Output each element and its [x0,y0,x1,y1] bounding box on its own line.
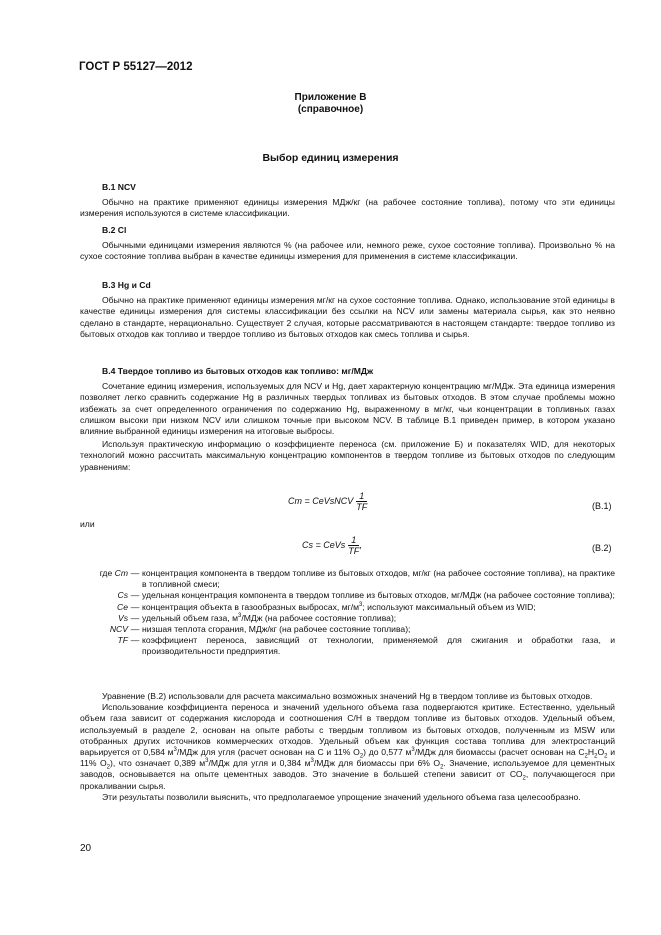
equation-fraction: $\frac{1}{TF}$ [356,491,368,512]
paragraph: Использование коэффициента переноса и значений удельного объема газа подвергаются критике. Естественно, удельный объем газа зависит от содержания кислорода и соотношения С/Н в твердом топливе из бытовых отходов. Удельный объем, используемый в разделе 2, основан на опыте работы с твердым топливом из бытовых отходов, полученным из MSW или отобранных других источников коммерческих отходов. Удельный объем как функция состава топлива для электростанций варьируется от 0,584 $м^3$/МДж для угля (расчет основан на С и 11% $О_2$) до 0,577 $м^3$/МДж для биомассы (расчет основан на $С_2Н_2О_2$ и 11% $О_2$), что означает 0,389 $м^3$/МДж для угля и 0,384 $м^3$/МДж для биомассы при 6% $О_2$. Значение, используемое для цементных заводов, основывается на опыте цементных заводов. Это значение в большей степени зависит от $СО_2$, получающегося при прокаливании сырья. [80,702,615,791]
equation-lhs: Cm = CeVsNCV [288,495,354,506]
definitions-list [78,568,615,658]
paragraph: Обычно на практике применяют единицы измерения МДж/кг (на рабочее состояние топлива), потому что эти единицы измерения используются в системе классификации. [80,197,615,219]
appendix-heading [0,92,661,116]
definition-row: Cs — удельная концентрация компонента в твердом топливе из бытовых отходов, мг/МДж (на рабочее состояние топлива); [117,590,615,601]
equation-b2: Cs = CeVs $\frac{1}{TF}$ , [302,535,362,556]
appendix-type: (справочное) [297,104,364,115]
section-b4 [80,366,615,473]
definition-row: TF — коэффициент переноса, зависящий от технологии, применяемой для сжигания и обработки газа, и производительности предприятия. [117,635,615,657]
equation-b1 [288,491,367,512]
section-heading: В.1 NCV [102,182,136,192]
paragraph: Обычно на практике применяют единицы измерения мг/кг на сухое состояние топлива. Однако, использование этой единицы в качестве единицы измерения для системы классификации без ссылки на NCV или замены материала сырья, как это неявно сделано в стандарте, нерационально. Существует 2 случая, которые рассматриваются в настоящем стандарте: твердое топливо из бытовых отходов как топливо и твердое топливо из бытовых отходов как смесь топлива и сырья. [80,295,615,339]
definition-row: NCV — низшая теплота сгорания, МДж/кг (на рабочее состояние топлива); [109,624,411,635]
definition-row: Ce — концентрация объекта в газообразных выбросах, $мг/м^3$; используют максимальный объем из WID; [117,601,536,612]
standard-header: ГОСТ Р 55127—2012 [79,61,193,73]
paragraph: Обычными единицами измерения являются % (на рабочее или, немного реже, сухое состояние топлива). Произвольно % на сухое состояние топлива выбран в качестве единицы измерения для применения в системе классификации. [80,240,615,262]
section-title: Выбор единиц измерения [262,152,399,164]
paragraph: Сочетание единиц измерения, используемых для NCV и Hg, дает характерную концентрацию мг/МДж. Эта единица измерения позволяет легко сравнить содержание Hg в различных твердых топливах из бытовых отходов. В этом случае проблемы можно избежать за счет определенного ограничения по содержанию Hg, выраженному в мг/кг, чьи концентрации в топливных газах слишком высоки при низком NCV или слишком точные при высоком NCV. В таблице В.1 приведен пример, в котором указано влияние выбранной единицы измерения на итоговые выбросы. [80,381,615,437]
equation-fraction: $\frac{1}{TF}$ [348,535,360,556]
section-heading: В.3 Hg и Cd [102,280,151,290]
equation-lhs: Cs = CeVs [302,539,346,550]
definition-row: где Cm — концентрация компонента в твердом топливе из бытовых отходов, мг/кг (на рабочее состояние топлива), на практике в топливной смеси; [99,568,615,590]
equation-number: (В.1) [592,501,612,511]
paragraph: Эти результаты позволили выяснить, что предполагаемое упрощение значений удельного объема газа целесообразно. [102,791,581,802]
section-b3 [80,280,615,340]
definition-row: Vs — удельный объем газа, $м^3$/МДж (на рабочее состояние топлива); [117,612,397,623]
or-word: или [80,519,95,529]
paragraph: Используя практическую информацию о коэффициенте переноса (см. приложение Б) и показателях WID, для некоторых технологий можно рассчитать максимальную концентрацию компонентов в твердом топливе из бытовых отходов по следующим уравнениям: [80,439,615,472]
equation-number: (В.2) [592,543,612,553]
section-heading: В.4 Твердое топливо из бытовых отходов как топливо: мг/МДж [102,366,374,376]
closing-text [80,691,615,803]
page-number: 20 [80,843,92,854]
section-b1 [80,182,615,220]
appendix-title: Приложение В [294,92,367,103]
section-b2 [80,225,615,263]
section-heading: В.2 Cl [102,225,127,235]
paragraph: Уравнение (В.2) использовали для расчета максимально возможных значений Hg в твердом топливе из бытовых отходов. [102,691,593,701]
